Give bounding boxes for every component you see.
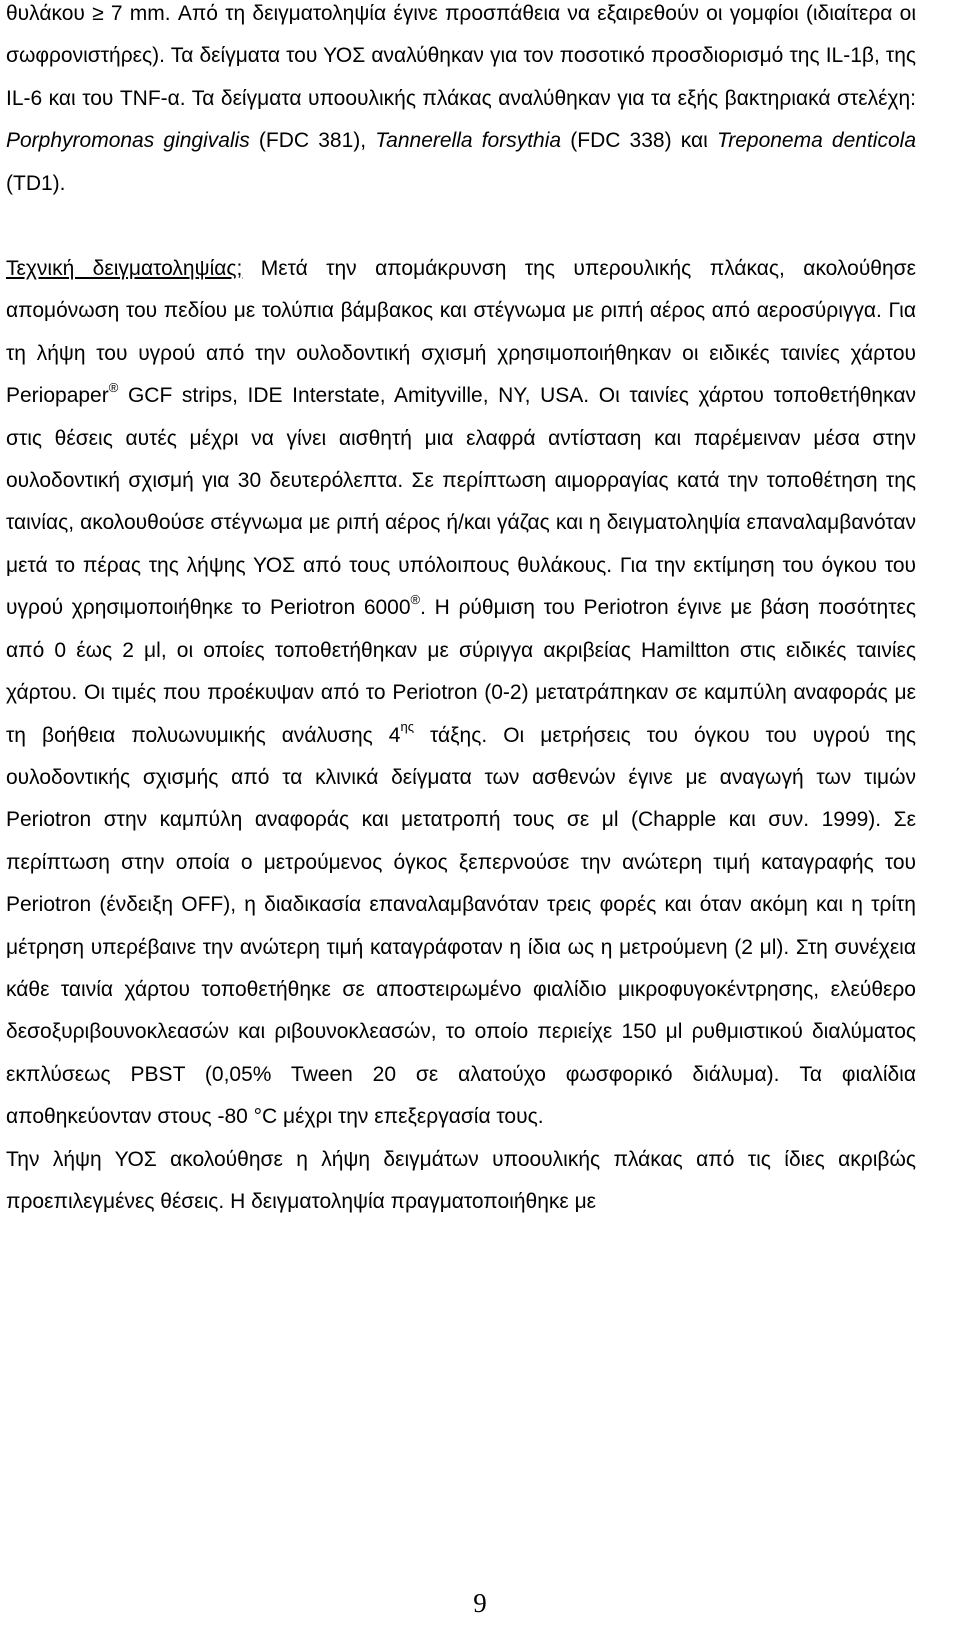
document-page	[6, 0, 916, 1223]
paragraph-text: (FDC 381),	[249, 129, 376, 153]
paragraph-text: τάξης. Οι μετρήσεις του όγκου του υγρού της ουλοδοντικής σχισμής από τα κλινικά δείγματα των ασθενών έγινε με αναγωγή των τιμών Periotron στην καμπύλη αναφοράς και μετατροπή τους σε μl (Chapple και συν. 1999). Σε περίπτωση στην οποία ο μετρούμενος όγκος ξεπερνούσε την ανώτερη τιμή καταγραφής του Periotron (ένδειξη OFF), η διαδικασία επαναλαμβανόταν τρεις φορές και όταν ακόμη και η τρίτη μέτρηση υπερέβαινε την ανώτερη τιμή καταγράφοταν η ίδια ως η μετρούμενη (2 μl). Στη συνέχεια κάθε ταινία χάρτου τοποθετήθηκε σε αποστειρωμένο φιαλίδιο μικροφυγοκέντρησης, ελεύθερο δεσοξυριβουνοκλεασών και ριβουνοκλεασών, το οποίο περιείχε 150 μl ρυθμιστικού διαλύματος εκπλύσεως PBST (0,05% Tween 20 σε αλατούχο φωσφορικό διάλυμα). Τα	[6, 723, 916, 1086]
paragraph-text: φιαλίδια αποθηκεύονταν στους -80 °C μέχρι την επεξεργασία τους.	[6, 1062, 916, 1129]
paragraph-text: . Η ρύθμιση του Periotron έγινε με βάση ποσότητες από 0 έως 2 μl, οι οποίες τοποθετήθηκαν με σύριγγα ακριβείας Hamiltton στις ειδικές ταινίες χάρτου. Οι τιμές που προέκυψαν από το Periotron (0-2) μετατράπηκαν σε καμπύλη αναφοράς με τη βοήθεια πολυωνυμικής ανάλυσης 4	[6, 596, 916, 747]
paragraph-text: GCF strips, IDE Interstate, Amityville, NY, USA. Οι ταινίες χάρτου τοποθετήθηκαν στις θέσεις αυτές μέχρι να γίνει αισθητή μια ελαφρά αντίσταση και παρέμειναν μέσα στην ουλοδοντική σχισμή για 30 δευτερόλεπτα. Σε περίπτωση αιμορραγίας κατά την τοποθέτηση της ταινίας, ακολουθούσε στέγνωμα με ριπή αέρος ή/και γάζας και η δειγματοληψία επαναλαμβανόταν μετά το πέρας της λήψης ΥΟΣ από τους υπόλοιπους θυλάκους. Για την εκτίμηση του όγκου του υγρού χρησιμοποιήθηκε το Periotron 6000	[6, 384, 916, 620]
species-name: Porphyromonas gingivalis	[6, 129, 250, 153]
paragraph-text: Μετά την απομάκρυνση της υπερουλικής πλάκας, ακολούθησε απομόνωση του πεδίου με τολύπια βάμβακος και στέγνωμα με ριπή αέρος από αεροσύριγγα. Για τη λήψη του υγρού από την ουλοδοντική σχισμή χρησιμοποιήθηκαν οι ειδικές ταινίες χάρτου Periopaper	[6, 257, 916, 408]
species-name: Treponema denticola	[716, 129, 916, 153]
registered-mark: ®	[410, 592, 421, 608]
species-name: Tannerella forsythia	[375, 129, 562, 153]
ordinal-superscript: ης	[400, 718, 414, 734]
paragraph-text: θυλάκου ≥ 7 mm. Από τη δειγματοληψία έγινε προσπάθεια να εξαιρεθούν οι γομφίοι (ιδιαίτερα οι σωφρονιστήρες). Τα δείγματα του ΥΟΣ αναλύθηκαν για τον ποσοτικό προσδιορισμό της IL-1β, της IL-6 και του TNF-α. Τα δείγματα υποουλικής πλάκας αναλύθηκαν για τα εξής βακτηριακά στελέχη:	[6, 2, 916, 110]
paragraph-text: (TD1).	[6, 171, 66, 195]
paragraph-text: (FDC 338) και	[561, 129, 717, 153]
paragraph-sampling-analytes	[6, 0, 916, 205]
page-number: 9	[473, 1588, 487, 1618]
paragraph-text: Την λήψη ΥΟΣ ακολούθησε η λήψη δειγμάτων υποουλικής πλάκας από τις ίδιες ακριβώς προεπιλεγμένες θέσεις. Η δειγματοληψία πραγματοποιήθηκε με	[6, 1147, 916, 1213]
paragraph-sampling-technique	[6, 248, 916, 1139]
paragraph-plaque-sampling	[6, 1139, 916, 1224]
registered-mark: ®	[108, 380, 119, 396]
section-heading: Τεχνική δειγματοληψίας;	[6, 257, 243, 281]
